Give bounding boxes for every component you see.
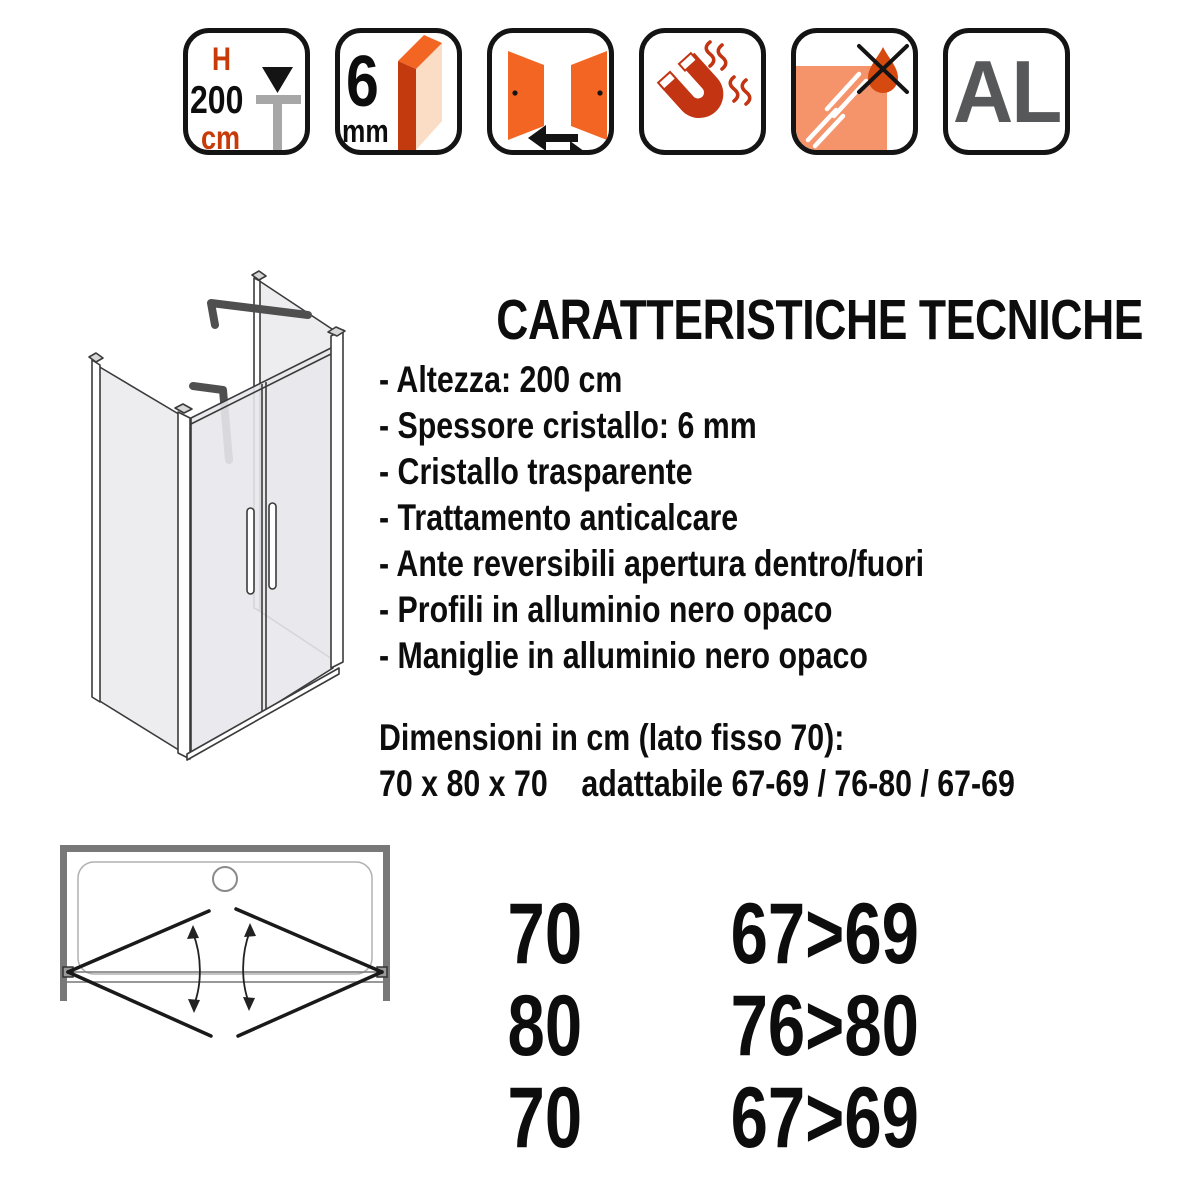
table-row <box>420 980 980 1072</box>
spec-item: - Altezza: 200 cm <box>379 359 623 400</box>
magnetic-closure-icon <box>644 33 761 150</box>
range-cell <box>670 888 980 980</box>
dimensions-values: 70 x 80 x 70 adattabile 67-69 / 76-80 / 67-69 <box>379 763 1015 804</box>
glass-slab-icon <box>340 33 457 150</box>
glass-thickness-badge <box>335 28 462 155</box>
double-doors-badge <box>487 28 614 155</box>
page-title: CARATTERISTICHE TECNICHE <box>496 288 1144 352</box>
feature-badges-row <box>183 28 1070 155</box>
aluminium-badge <box>943 28 1070 155</box>
no-limescale-glass-icon <box>796 33 913 150</box>
double-swing-doors-icon <box>492 33 609 150</box>
spec-item: - Maniglie in alluminio nero opaco <box>379 635 868 676</box>
spec-item: - Ante reversibili apertura dentro/fuori <box>379 543 925 584</box>
page-title-wrap <box>400 290 1200 350</box>
height-value: 200 <box>190 79 244 122</box>
height-unit: cm <box>201 119 241 155</box>
table-row <box>420 888 980 980</box>
thickness-unit: mm <box>342 113 389 149</box>
range-value: 67>69 <box>730 1070 920 1166</box>
height-measure-icon <box>188 33 305 150</box>
anticalcare-badge <box>791 28 918 155</box>
table-row <box>420 1072 980 1164</box>
thickness-value: 6 <box>346 42 379 122</box>
shower-enclosure-3d-drawing <box>70 270 370 770</box>
size-cell <box>420 980 670 1072</box>
dimensions-block <box>379 715 1154 807</box>
height-label: H <box>212 41 231 77</box>
spec-item: - Spessore cristallo: 6 mm <box>379 405 757 446</box>
size-cell <box>420 1072 670 1164</box>
spec-list <box>379 357 1044 679</box>
magnet-badge <box>639 28 766 155</box>
spec-item: - Profili in alluminio nero opaco <box>379 589 833 630</box>
size-value: 70 <box>507 1070 583 1166</box>
size-value: 80 <box>507 978 583 1074</box>
aluminium-label: AL <box>952 41 1061 141</box>
spec-item: - Cristallo trasparente <box>379 451 693 492</box>
aluminium-label-wrap <box>948 33 1065 150</box>
range-cell <box>670 980 980 1072</box>
size-value: 70 <box>507 886 583 982</box>
range-value: 67>69 <box>730 886 920 982</box>
size-table <box>420 888 980 1164</box>
height-badge <box>183 28 310 155</box>
dimensions-heading: Dimensioni in cm (lato fisso 70): <box>379 717 845 758</box>
spec-item: - Trattamento anticalcare <box>379 497 739 538</box>
range-value: 76>80 <box>730 978 920 1074</box>
shower-top-view-diagram <box>52 838 397 1043</box>
size-cell <box>420 888 670 980</box>
range-cell <box>670 1072 980 1164</box>
